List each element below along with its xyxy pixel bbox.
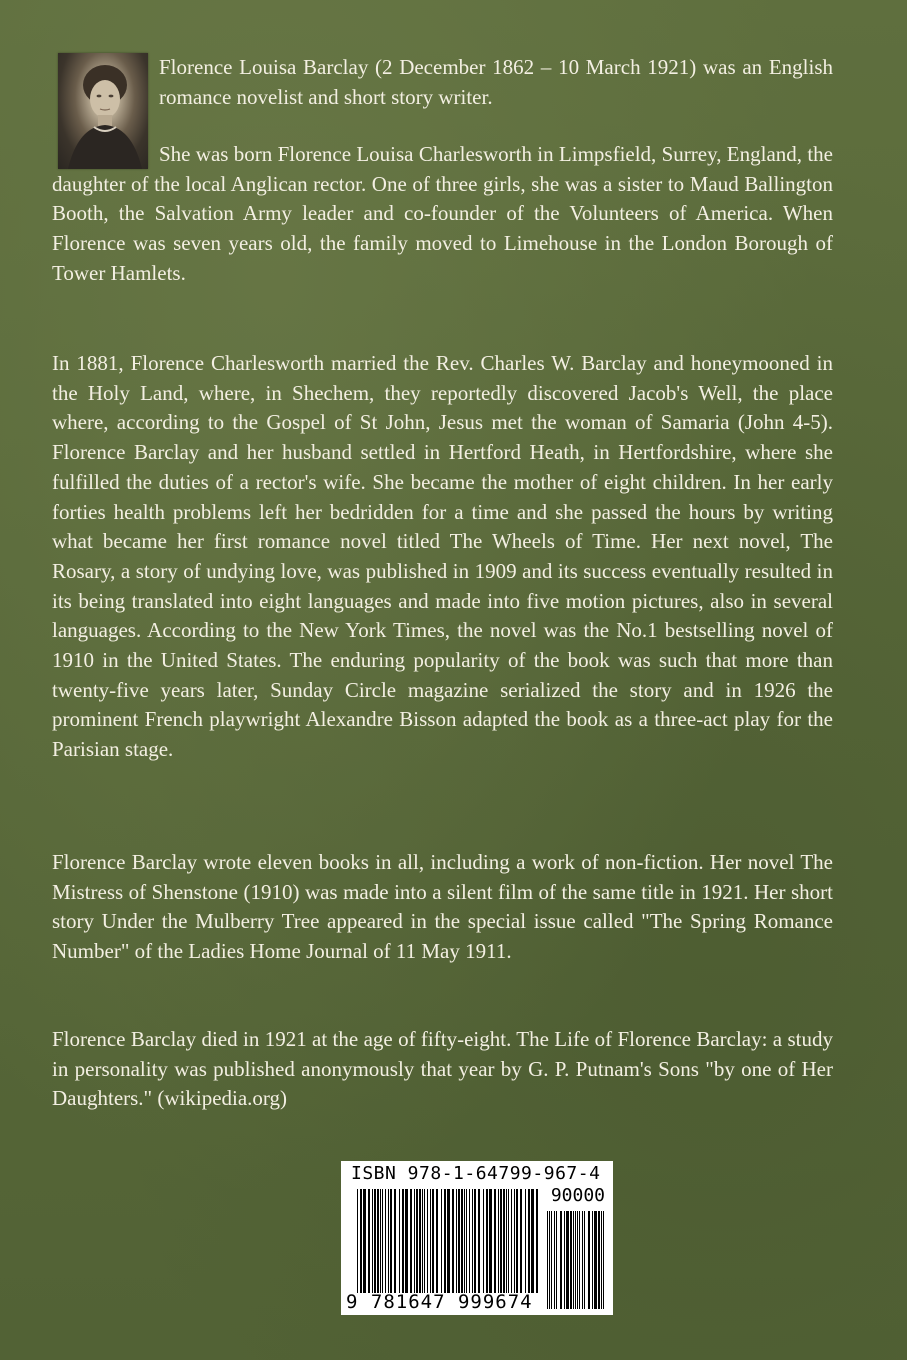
barcode-bar [514,1189,515,1293]
barcode-bar [469,1189,470,1293]
barcode-bar [374,1189,376,1293]
barcode-bar [380,1189,381,1293]
isbn-label: ISBN 978-1-64799-967-4 [351,1163,601,1184]
price-code: 90000 [550,1185,605,1206]
barcode-bar [452,1189,454,1293]
barcode-bar [436,1189,438,1293]
barcode-bar [427,1189,428,1293]
barcode-bar [363,1189,366,1293]
barcode-bar [466,1189,467,1293]
barcode-bar [456,1189,457,1293]
barcode-bar [531,1189,534,1293]
barcode-digits: 9 781647 999674 [346,1291,533,1313]
barcode-bar [500,1189,502,1293]
barcode-bar [447,1189,450,1293]
barcode-bar [592,1211,593,1309]
barcode-bar [390,1189,392,1293]
barcode-bar [594,1211,597,1309]
barcode-bar [525,1189,526,1293]
barcode-bar [603,1211,604,1309]
barcode-bar [560,1211,562,1309]
barcode-bar [503,1189,505,1293]
barcode-bar [588,1211,590,1309]
paragraph-works [52,848,833,967]
barcode-bar [458,1189,460,1293]
barcode-bar [416,1189,418,1293]
barcode-bar [554,1211,555,1309]
barcode-bar [573,1211,574,1309]
barcode-bar [582,1211,583,1309]
barcode-bar [506,1189,507,1293]
barcode-bar [472,1189,473,1293]
isbn-barcode [341,1161,613,1315]
barcode-bar [575,1211,576,1309]
barcode-bar [394,1189,396,1293]
barcode-bar [577,1211,578,1309]
barcode-bar [402,1189,404,1293]
barcode-bar [441,1189,442,1293]
barcode-bar [486,1189,488,1293]
barcode-bar [419,1189,421,1293]
barcode-bar [372,1189,373,1293]
barcode-bar [368,1189,370,1293]
barcode-bar [461,1189,463,1293]
barcode-bar [570,1211,572,1309]
barcode-bar [566,1211,569,1309]
paragraph-early-life-text: She was born Florence Louisa Charlesworth in Limpsfield, Surrey, England, the daughter of the local Anglican rector. One of three girls, she was a sister to Maud Ballington Booth, the Salvation Army leader and co-founder of the Volunteers of America. When Florence was seven years old, the family moved to Limehouse in the London Borough of Tower Hamlets. [52,142,833,285]
barcode-bar [536,1189,538,1293]
paragraph-intro [52,53,833,112]
paragraph-marriage-career-text: In 1881, Florence Charlesworth married the Rev. Charles W. Barclay and honeymooned in the Holy Land, where, in Shechem, they reportedly discovered Jacob's Well, the place where, according to the Gospel of St John, Jesus met the woman of Samaria (John 4-5). Florence Barclay and her husband settled in Hertford Heath, in Hertfordshire, where she fulfilled the duties of a rector's wife. She became the mother of eight children. In her early forties health problems left her bedridden for a time and she passed the hours by writing what became her first romance novel titled The Wheels of Time. Her next novel, The Rosary, a story of undying love, was published in 1909 and its success eventually resulted in its being translated into eight languages and made into five motion pictures, also in several languages. According to the New York Times, the novel was the No.1 bestselling novel of 1910 in the United States. The enduring popularity of the book was such that more than twenty-five years later, Sunday Circle magazine serialized the story and in 1926 the prominent French playwright Alexandre Bisson adapted the book as a three-act play for the Parisian stage. [52,351,833,762]
barcode-bar [399,1189,400,1293]
barcode-bar [464,1189,465,1293]
barcode-bar [432,1189,434,1293]
barcode-bar [483,1189,484,1293]
barcode-bar [360,1189,362,1293]
paragraph-works-text: Florence Barclay wrote eleven books in all, including a work of non-fiction. Her novel The Mistress of Shenstone (1910) was made into a silent film of the same title in 1921. Her short story Under the Mulberry Tree appeared in the special issue called "The Spring Romance Number" of the Ladies Home Journal of 11 May 1911. [52,850,833,964]
barcode-bar [579,1211,580,1309]
barcode-bar [556,1211,557,1309]
barcode-bar [516,1189,518,1293]
barcode-bar [385,1189,386,1293]
barcode-bar [388,1189,389,1293]
paragraph-death [52,1025,833,1114]
paragraph-death-text: Florence Barclay died in 1921 at the age of fifty-eight. The Life of Florence Barclay: a study in personality was published anonymously that year by G. P. Putnam's Sons "by one of Her Daughters." (wikipedia.org) [52,1027,833,1111]
barcode-bar [598,1211,600,1309]
barcode-bar [478,1189,480,1293]
barcode-bar [498,1189,499,1293]
barcode-bar [410,1189,412,1293]
barcode-bar [424,1189,425,1293]
barcode-bar [444,1189,446,1293]
barcode-bar [584,1211,585,1309]
barcode-bar [405,1189,408,1293]
barcode-bar [494,1189,496,1293]
barcode-bar [382,1189,383,1293]
barcode-bar [528,1189,530,1293]
barcode-bar [377,1189,379,1293]
barcode-bar [564,1211,565,1309]
paragraph-marriage-career [52,349,833,765]
paragraph-intro-text: Florence Louisa Barclay (2 December 1862 – 10 March 1921) was an English romance novelist and short story writer. [159,55,833,109]
barcode-bar [601,1211,602,1309]
barcode-bar [474,1189,476,1293]
paragraph-early-life [52,140,833,289]
barcode-bar [489,1189,492,1293]
barcode-bar [357,1189,358,1293]
barcode-bar [547,1211,548,1309]
barcode-bar [414,1189,415,1293]
barcode-bar [520,1189,522,1293]
barcode-bar [551,1211,552,1309]
barcode-bar [549,1211,550,1309]
barcode-bar [508,1189,509,1293]
barcode-bar [430,1189,431,1293]
barcode-bar [511,1189,512,1293]
barcode-bar [422,1189,423,1293]
